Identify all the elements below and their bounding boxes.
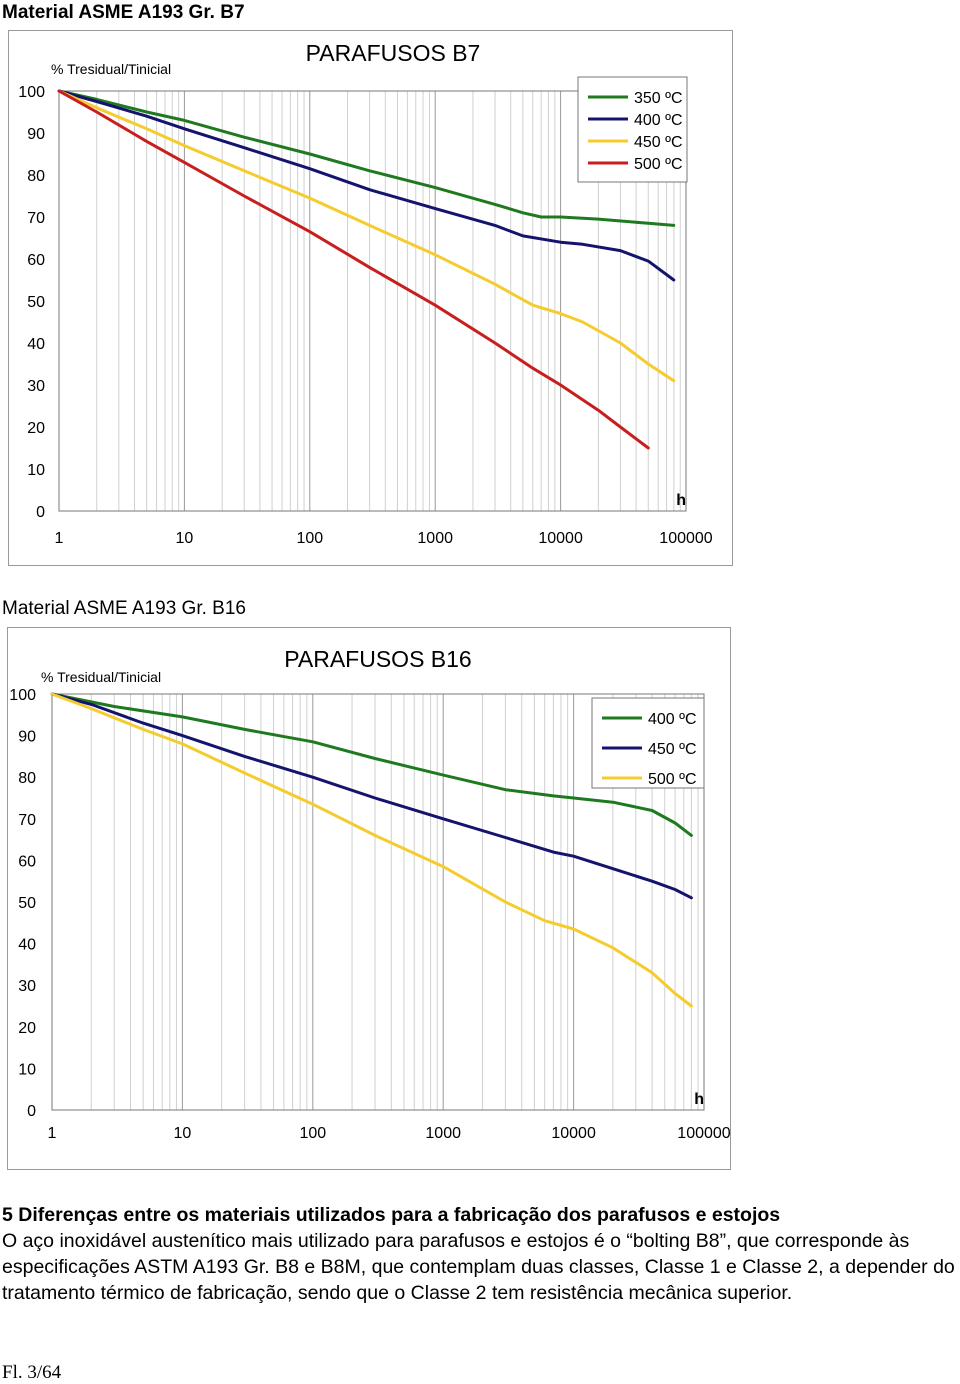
y-tick-label: 80: [18, 770, 36, 788]
x-tick-label: 1: [54, 530, 64, 547]
y-tick-label: 0: [36, 504, 45, 521]
x-tick-label: 100000: [659, 530, 713, 547]
legend-label: 450 ºC: [634, 134, 683, 151]
y-tick-label: 20: [27, 420, 45, 437]
x-tick-label: 10000: [551, 1125, 596, 1142]
legend-label: 400 ºC: [634, 112, 683, 129]
x-axis-label: h: [694, 1091, 704, 1108]
x-tick-label: 10000: [538, 530, 583, 547]
y-tick-label: 10: [27, 462, 45, 479]
legend-label: 500 ºC: [634, 156, 683, 173]
y-tick-label: 70: [27, 210, 45, 227]
y-tick-label: 10: [18, 1061, 36, 1079]
chart-title: PARAFUSOS B7: [305, 40, 481, 66]
x-tick-label: 100: [296, 530, 324, 547]
heading-b16: Material ASME A193 Gr. B16: [2, 598, 246, 619]
y-tick-label: 0: [27, 1103, 36, 1120]
x-tick-label: 1: [47, 1125, 57, 1142]
section-body: O aço inoxidável austenítico mais utilizado para parafusos e estojos é o “bolting B8”, que corresponde às especificações ASTM A193 Gr. B8 e B8M, que contemplam duas classes, Classe 1 e Classe 2, a depender do tratamento térmico de fabricação, sendo que o Classe 2 tem resistência mecânica superior.: [2, 1230, 955, 1304]
y-tick-label: 80: [27, 168, 45, 185]
y-axis-label: % Tresidual/Tinicial: [51, 61, 172, 77]
y-tick-label: 20: [18, 1019, 36, 1037]
legend-label: 400 ºC: [648, 711, 697, 728]
y-tick-label: 90: [27, 126, 45, 143]
y-axis-label: % Tresidual/Tinicial: [41, 669, 162, 685]
y-tick-label: 50: [18, 895, 36, 912]
heading-b7: Material ASME A193 Gr. B7: [2, 2, 245, 23]
y-tick-label: 40: [18, 936, 36, 954]
chart-b16: [7, 627, 731, 1170]
legend-label: 450 ºC: [648, 741, 697, 758]
chart-b7-svg: [9, 31, 734, 567]
section-title: 5 Diferenças entre os materiais utilizados para a fabricação dos parafusos e estojos: [2, 1204, 781, 1226]
x-tick-label: 1000: [417, 530, 453, 547]
chart-b16-svg: [8, 628, 732, 1171]
legend-label: 500 ºC: [648, 771, 697, 788]
legend-label: 350 ºC: [634, 90, 683, 107]
y-tick-label: 100: [18, 84, 45, 101]
y-tick-label: 100: [9, 687, 36, 704]
series-line: [59, 91, 648, 448]
x-tick-label: 100000: [677, 1125, 731, 1142]
chart-title: PARAFUSOS B16: [284, 646, 472, 672]
y-tick-label: 30: [27, 378, 45, 395]
y-tick-label: 90: [18, 728, 36, 746]
x-tick-label: 10: [175, 530, 194, 547]
y-tick-label: 30: [18, 978, 36, 996]
y-tick-label: 40: [27, 336, 45, 353]
chart-b7: [8, 30, 733, 566]
y-tick-label: 50: [27, 294, 45, 311]
x-tick-label: 10: [173, 1125, 192, 1142]
y-tick-label: 60: [27, 252, 45, 269]
y-tick-label: 70: [18, 811, 36, 829]
y-tick-label: 60: [18, 853, 36, 871]
x-axis-label: h: [676, 492, 686, 509]
x-tick-label: 100: [299, 1125, 327, 1142]
page-number: Fl. 3/64: [2, 1362, 62, 1383]
section-text: [2, 1202, 960, 1306]
x-tick-label: 1000: [425, 1125, 461, 1142]
